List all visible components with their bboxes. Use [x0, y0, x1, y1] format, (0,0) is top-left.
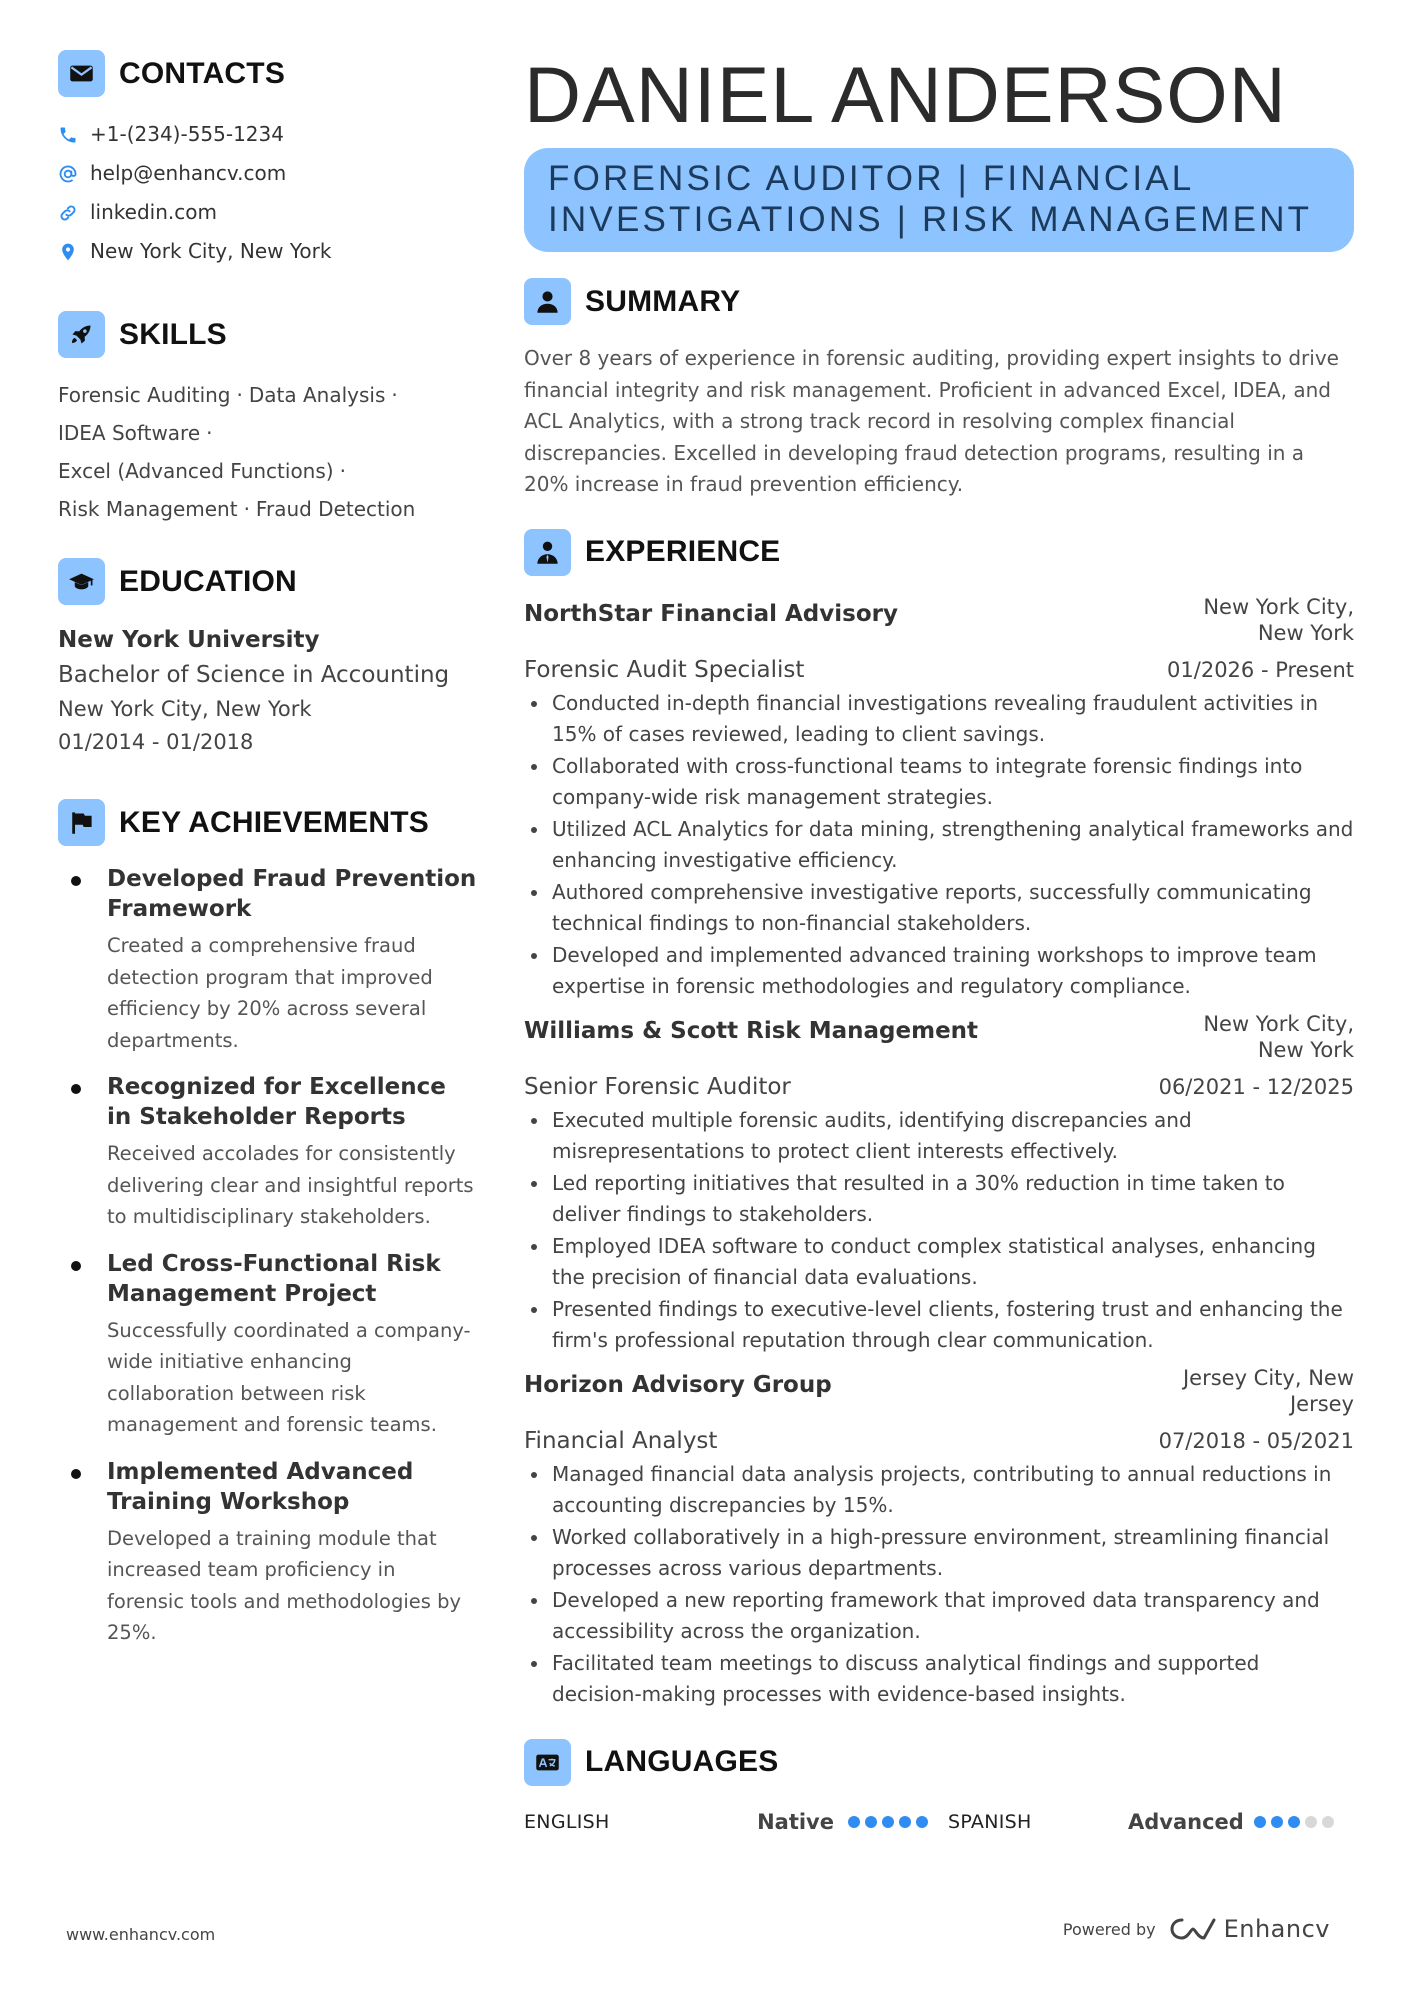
education-location: New York City, New York: [58, 697, 312, 721]
language-level: Native: [757, 1809, 834, 1834]
job-dates: 07/2018 - 05/2021: [1158, 1428, 1354, 1453]
job-role: Forensic Audit Specialist: [524, 656, 805, 683]
job-bullet: Presented findings to executive-level clients, fostering trust and enhancing the firm's professional reputation through clear communication.: [524, 1294, 1354, 1357]
footer-branding: [1063, 1915, 1330, 1943]
job-location: Jersey City, New Jersey: [1182, 1365, 1354, 1416]
skill-item: Risk Management: [58, 497, 238, 521]
achievement-title: Developed Fraud Prevention Framework: [107, 866, 477, 922]
summary-header: [524, 278, 1354, 325]
proficiency-dot: [865, 1816, 877, 1828]
contact-location: [58, 232, 478, 271]
achievement-item: [58, 864, 478, 1056]
proficiency-dot: [1254, 1816, 1266, 1828]
language-level: Advanced: [1128, 1809, 1244, 1834]
achievement-title: Led Cross-Functional Risk Management Project: [107, 1250, 441, 1307]
job-role: Financial Analyst: [524, 1427, 718, 1454]
job-bullet: Collaborated with cross-functional teams to integrate forensic findings into company-wide risk management strategies.: [524, 751, 1354, 814]
job-bullet: Worked collaboratively in a high-pressure environment, streamlining financial processes across various departments.: [524, 1522, 1354, 1585]
graduation-cap-icon: [58, 558, 105, 605]
skills-line: Forensic Auditing · Data Analysis ·: [58, 383, 398, 407]
company-name: Horizon Advisory Group: [524, 1371, 832, 1398]
achievement-desc: Received accolades for consistently delivering clear and insightful reports to multidisciplinary stakeholders.: [107, 1142, 474, 1228]
proficiency-dot: [1271, 1816, 1283, 1828]
contact-location-text: New York City, New York: [90, 239, 332, 263]
contact-list: [58, 115, 478, 271]
phone-icon: [58, 125, 78, 145]
contact-linkedin-text: linkedin.com: [90, 200, 217, 224]
achievement-item: [58, 1457, 478, 1649]
language-name: SPANISH: [948, 1810, 1032, 1833]
language-dots: [1254, 1816, 1334, 1828]
contacts-header: [58, 50, 478, 97]
job-bullets: [524, 1105, 1354, 1357]
job-entry: [524, 1365, 1354, 1711]
translate-icon: [524, 1739, 571, 1786]
achievement-item: [58, 1072, 478, 1233]
job-bullet: Developed and implemented advanced training workshops to improve team expertise in forensic methodologies and regulatory compliance.: [524, 940, 1354, 1003]
skills-line: Risk Management · Fraud Detection: [58, 497, 416, 521]
job-entry: [524, 1011, 1354, 1357]
at-icon: [58, 164, 78, 184]
job-bullet: Facilitated team meetings to discuss analytical findings and supported decision-making processes with evidence-based insights.: [524, 1648, 1354, 1711]
proficiency-dot: [1305, 1816, 1317, 1828]
briefcase-person-icon: [524, 529, 571, 576]
skills-title: SKILLS: [119, 317, 227, 351]
job-bullet: Employed IDEA software to conduct complex statistical analyses, enhancing the precision of financial data evaluations.: [524, 1231, 1354, 1294]
footer-website[interactable]: www.enhancv.com: [66, 1925, 216, 1944]
skills-line: IDEA Software ·: [58, 421, 213, 445]
experience-header: [524, 529, 1354, 576]
job-bullets: [524, 688, 1354, 1003]
proficiency-dot: [899, 1816, 911, 1828]
achievement-desc: Created a comprehensive fraud detection program that improved efficiency by 20% across several departments.: [107, 934, 433, 1052]
achievement-desc: Developed a training module that increased team proficiency in forensic tools and methodologies by 25%.: [107, 1526, 462, 1644]
job-entry: [524, 594, 1354, 1003]
map-pin-icon: [58, 242, 78, 262]
achievements-title: KEY ACHIEVEMENTS: [119, 805, 429, 839]
enhancv-logo-icon: [1170, 1916, 1216, 1942]
tagline-line: INVESTIGATIONS | RISK MANAGEMENT: [548, 200, 1313, 239]
language-name: ENGLISH: [524, 1810, 610, 1833]
job-location: New York City, New York: [1203, 1011, 1354, 1062]
enhancv-logo[interactable]: [1170, 1915, 1330, 1943]
achievements-header: [58, 799, 478, 846]
contacts-title: CONTACTS: [119, 56, 286, 90]
education-dates: 01/2014 - 01/2018: [58, 730, 254, 754]
contact-phone[interactable]: [58, 115, 478, 154]
skill-item: IDEA Software: [58, 421, 201, 445]
skill-item: Excel (Advanced Functions): [58, 459, 334, 483]
education-header: [58, 558, 478, 605]
skills-list: [58, 376, 478, 528]
left-column: [58, 50, 478, 1665]
summary-text: Over 8 years of experience in forensic auditing, providing expert insights to drive financial integrity and risk management. Proficient in advanced Excel, IDEA, and ACL Analytics, with a strong track record in resolving complex financial discrepancies. Excelled in developing fraud detection programs, resulting in a 20% increase in fraud prevention efficiency.: [524, 346, 1339, 496]
envelope-icon: [58, 50, 105, 97]
contact-email[interactable]: [58, 154, 478, 193]
link-icon: [58, 203, 78, 223]
candidate-name: DANIEL ANDERSON: [524, 50, 1287, 139]
job-dates: 01/2026 - Present: [1167, 657, 1354, 682]
flag-icon: [58, 799, 105, 846]
job-dates: 06/2021 - 12/2025: [1158, 1074, 1354, 1099]
achievement-title: Implemented Advanced Training Workshop: [107, 1458, 414, 1515]
achievements-list: [58, 864, 478, 1649]
education-entry: [58, 623, 478, 759]
company-name: Williams & Scott Risk Management: [524, 1017, 979, 1044]
skills-line: Excel (Advanced Functions) ·: [58, 459, 346, 483]
right-column: [524, 50, 1354, 1834]
tagline-box: [524, 148, 1354, 252]
skill-item: Data Analysis: [248, 383, 386, 407]
proficiency-dot: [1288, 1816, 1300, 1828]
languages-row: [524, 1810, 1354, 1834]
job-bullet: Led reporting initiatives that resulted in a 30% reduction in time taken to deliver findings to stakeholders.: [524, 1168, 1354, 1231]
job-bullet: Authored comprehensive investigative reports, successfully communicating technical findings to non-financial stakeholders.: [524, 877, 1354, 940]
proficiency-dot: [916, 1816, 928, 1828]
achievement-desc: Successfully coordinated a company-wide initiative enhancing collaboration between risk management and forensic teams.: [107, 1318, 471, 1436]
skill-item: Fraud Detection: [255, 497, 416, 521]
job-location: New York City, New York: [1203, 594, 1354, 645]
job-bullet: Executed multiple forensic audits, identifying discrepancies and misrepresentations to protect client interests effectively.: [524, 1105, 1354, 1168]
language-dots: [848, 1816, 948, 1828]
languages-title: LANGUAGES: [585, 1745, 779, 1778]
contact-linkedin[interactable]: [58, 193, 478, 232]
company-name: NorthStar Financial Advisory: [524, 600, 898, 627]
proficiency-dot: [1322, 1816, 1334, 1828]
job-bullet: Conducted in-depth financial investigations revealing fraudulent activities in 15% of cases reviewed, leading to client savings.: [524, 688, 1354, 751]
degree: Bachelor of Science in Accounting: [58, 662, 450, 688]
skills-header: [58, 311, 478, 358]
tagline-line: FORENSIC AUDITOR | FINANCIAL: [548, 159, 1195, 198]
experience-title: EXPERIENCE: [585, 535, 781, 568]
job-bullet: Managed financial data analysis projects, contributing to annual reductions in accounting discrepancies by 15%.: [524, 1459, 1354, 1522]
job-bullets: [524, 1459, 1354, 1711]
education-title: EDUCATION: [119, 564, 297, 598]
rocket-icon: [58, 311, 105, 358]
person-icon: [524, 278, 571, 325]
achievement-item: [58, 1249, 478, 1441]
job-bullet: Utilized ACL Analytics for data mining, strengthening analytical frameworks and enhancing investigative efficiency.: [524, 814, 1354, 877]
job-role: Senior Forensic Auditor: [524, 1073, 791, 1100]
powered-by-text: Powered by: [1062, 1919, 1156, 1939]
enhancv-brand-text: Enhancv: [1223, 1915, 1330, 1943]
summary-title: SUMMARY: [585, 284, 741, 318]
contact-phone-text: +1-(234)-555-1234: [90, 122, 284, 146]
languages-header: [524, 1739, 1354, 1786]
proficiency-dot: [882, 1816, 894, 1828]
achievement-title: Recognized for Excellence in Stakeholder Reports: [107, 1074, 446, 1130]
job-bullet: Developed a new reporting framework that improved data transparency and accessibility across the organization.: [524, 1585, 1354, 1648]
skill-item: Forensic Auditing: [58, 383, 231, 407]
proficiency-dot: [848, 1816, 860, 1828]
contact-email-text: help@enhancv.com: [90, 161, 287, 185]
school-name: New York University: [58, 627, 320, 653]
